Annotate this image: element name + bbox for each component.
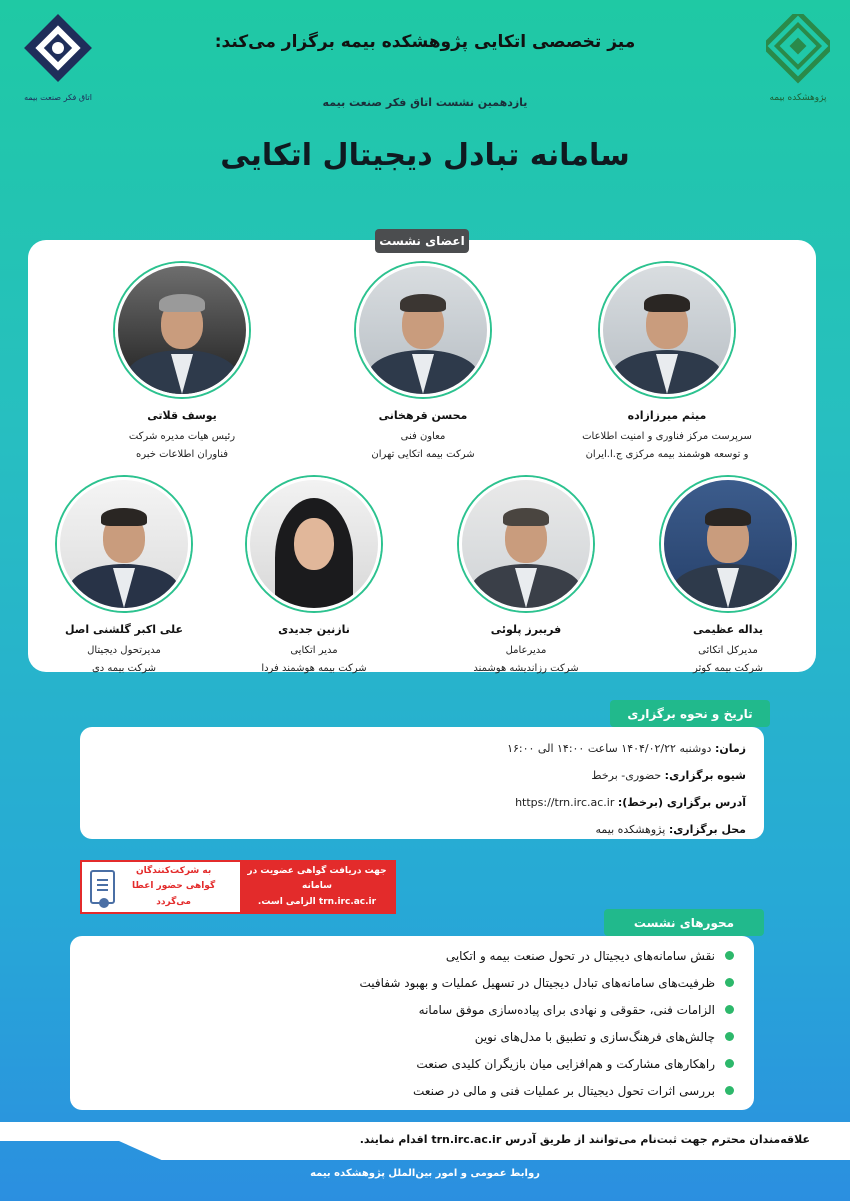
page-title: سامانه تبادل دیجیتال اتکایی [220, 138, 630, 173]
member-photo [247, 477, 381, 611]
member-role: مدیرکل اتکائی [698, 645, 758, 656]
member-card [628, 477, 828, 678]
list-item: نقش سامانه‌های دیجیتال در تحول صنعت بیمه و اتکایی [90, 942, 734, 969]
certificate-notice [80, 860, 396, 914]
bullet-icon [725, 978, 734, 987]
list-item: راهکارهای مشارکت و هم‌افزایی میان بازیگران کلیدی صنعت [90, 1050, 734, 1077]
schedule-card [80, 727, 764, 839]
svg-text:پژوهشکده بیمه: پژوهشکده بیمه [769, 93, 827, 103]
member-card [24, 477, 224, 678]
member-photo [356, 263, 490, 397]
member-photo [57, 477, 191, 611]
member-card [214, 477, 414, 678]
member-photo [600, 263, 734, 397]
member-role: مدیرتحول دیجیتال [87, 645, 161, 656]
schedule-mode: شیوه برگزاری: حضوری- برخط [591, 769, 746, 782]
registration-notice: علاقه‌مندان محترم جهت ثبت‌نام می‌توانند از طریق آدرس trn.irc.ac.ir اقدام نمایند. [359, 1133, 810, 1146]
certificate-icon [90, 870, 115, 904]
certificate-award-text: به شرکت‌کنندگان گواهی حضور اعطا می‌گردد [132, 866, 216, 907]
insurance-research-logo [766, 14, 830, 106]
bullet-icon [725, 1005, 734, 1014]
bullet-icon [725, 951, 734, 960]
organizer-headline: میز تخصصی اتکایی پژوهشکده بیمه برگزار می‌کند: [214, 32, 636, 52]
member-name: یوسف قلاتی [147, 409, 217, 422]
member-name: علی اکبر گلشنی اصل [64, 623, 184, 636]
schedule-tab: تاریخ و نحوه برگزاری [610, 700, 770, 727]
schedule-venue: محل برگزاری: پژوهشکده بیمه [595, 823, 746, 836]
member-card [323, 263, 523, 464]
member-name: نازنین جدیدی [278, 623, 350, 636]
member-card [82, 263, 282, 464]
member-org: شرکت بیمه اتکایی تهران [371, 449, 475, 460]
member-photo [115, 263, 249, 397]
list-item: چالش‌های فرهنگ‌سازی و تطبیق با مدل‌های نوین [90, 1023, 734, 1050]
member-role: معاون فنی [400, 431, 446, 442]
think-tank-logo [22, 14, 94, 106]
member-org: شرکت بیمه دی [91, 663, 157, 674]
online-link[interactable]: https://trn.irc.ac.ir [515, 796, 615, 809]
member-org: فناوران اطلاعات خبره [135, 449, 229, 460]
member-role: رئیس هیات مدیره شرکت [128, 431, 236, 442]
bullet-icon [725, 1059, 734, 1068]
member-card [567, 263, 767, 464]
member-role: مدیرعامل [505, 645, 547, 656]
member-name: یداله عظیمی [692, 623, 764, 636]
member-name: میثم میرزازاده [627, 409, 707, 422]
certificate-requirement: جهت دریافت گواهی عضویت در سامانه trn.irc.ac.ir الزامی است. [240, 862, 394, 912]
department-credit: روابط عمومی و امور بین‌الملل پژوهشکده بیمه [310, 1168, 540, 1179]
schedule-time: زمان: دوشنبه ۱۴۰۴/۰۲/۲۲ ساعت ۱۴:۰۰ الی ۱۶:۰۰ [507, 742, 746, 755]
list-item: بررسی اثرات تحول دیجیتال بر عملیات فنی و مالی در صنعت [90, 1077, 734, 1104]
member-card [426, 477, 626, 678]
session-subtitle: یازدهمین نشست اتاق فکر صنعت بیمه [322, 96, 528, 109]
topics-card [70, 936, 754, 1110]
topics-tab: محورهای نشست [604, 909, 764, 936]
website-link[interactable]: WWW.IRC.AC.IR [44, 1126, 167, 1141]
member-org: شرکت بیمه هوشمند فردا [261, 663, 367, 674]
list-item: الزامات فنی، حقوقی و نهادی برای پیاده‌سازی موفق سامانه [90, 996, 734, 1023]
member-org: شرکت بیمه کوثر [692, 663, 763, 674]
member-photo [661, 477, 795, 611]
member-name: فریبرز پلوئی [490, 623, 562, 636]
member-role: مدیر اتکایی [290, 645, 338, 656]
member-name: محسن قرهخانی [378, 409, 468, 422]
schedule-online-address: آدرس برگزاری (برخط): https://trn.irc.ac.ir [515, 796, 746, 809]
bullet-icon [725, 1086, 734, 1095]
svg-text:اتاق فکر صنعت بیمه: اتاق فکر صنعت بیمه [24, 93, 92, 102]
list-item: ظرفیت‌های سامانه‌های تبادل دیجیتال در تسهیل عملیات و بهبود شفافیت [90, 969, 734, 996]
member-org: شرکت رزاندیشه هوشمند [473, 663, 579, 674]
member-photo [459, 477, 593, 611]
member-role: سرپرست مرکز فناوری و امنیت اطلاعات [582, 431, 752, 442]
members-badge: اعضای نشست [375, 229, 469, 253]
bullet-icon [725, 1032, 734, 1041]
member-org: و توسعه هوشمند بیمه مرکزی ج.ا.ایران [585, 449, 749, 460]
